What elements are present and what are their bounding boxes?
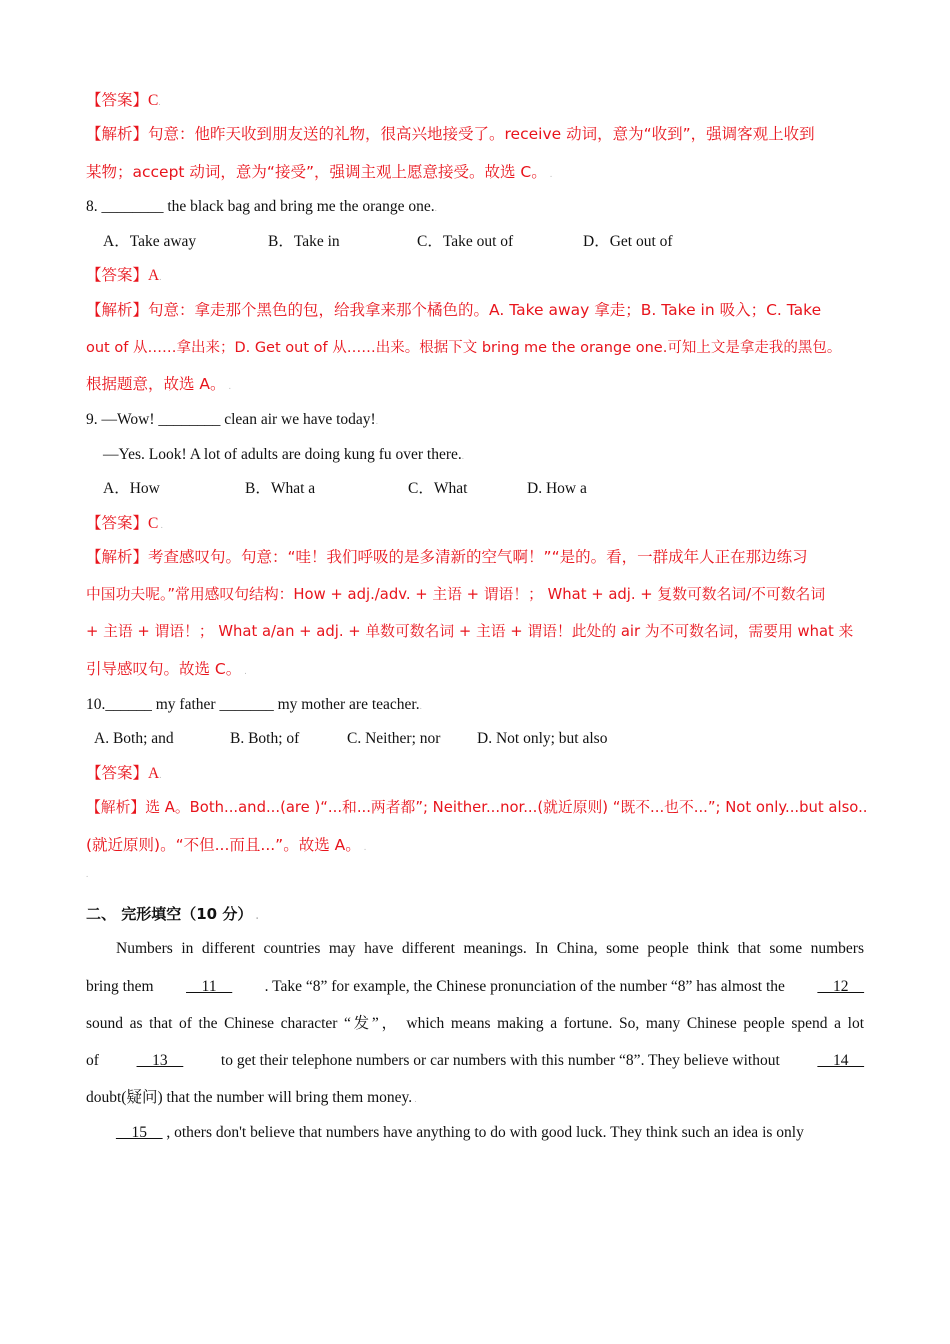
q8-option-b: B．Take in [268,233,340,250]
blank-14[interactable]: __14__ [817,1052,864,1069]
cloze-line-2: bring them __11__ . Take “8” for example, the Chinese pronunciation of the number “8” has almost the __12__ [86,976,864,998]
q8-option-a: A．Take away [103,233,197,250]
section-heading: 二、 完形填空（10 分） . [86,905,259,923]
blank-13[interactable]: __13__ [136,1052,184,1069]
q8-option-c: C．Take out of [417,233,514,250]
q9-answer: 【答案】C . [86,514,163,532]
q10-answer: 【答案】A. [86,764,162,782]
q9-option-d: D. How a [527,480,587,497]
q7-analysis-line-1: 【解析】句意：他昨天收到朋友送的礼物，很高兴地接受了。receive 动词，意为“收到”，强调客观上收到 [86,125,815,143]
q10-option-b: B. Both; of [230,730,300,747]
blank-11[interactable]: __11__ [186,978,233,995]
blank-12[interactable]: __12__ [817,978,864,995]
q9-option-c: C．What [408,480,468,497]
q10-stem: 10.______ my father _______ my mother are teacher.. [86,696,422,713]
cloze-line-1: Numbers in different countries may have different meanings. In China, some people think that some numbers [116,940,864,957]
q9-analysis-line-4: 引导感叹句。故选 C。 . [86,660,247,678]
q8-option-d: D．Get out of [583,233,673,250]
blank-15[interactable]: __15__ [116,1124,163,1141]
q9-analysis-line-1: 【解析】考查感叹句。句意：“哇！我们呼吸的是多清新的空气啊！”“是的。看，一群成年人正在那边练习 [86,548,808,566]
cloze-line-5: doubt(疑问) that the number will bring them money. . [86,1089,417,1106]
q9-analysis-line-3: + 主语 + 谓语！； What a/an + adj. + 单数可数名词 + 主语 + 谓语！此处的 air 为不可数名词，需要用 what 来 [86,623,854,640]
q8-answer: 【答案】A. [86,266,162,284]
q10-analysis-line-2: (就近原则)。“不但...而且...”。故选 A。 . [86,836,367,854]
q8-analysis-line-1: 【解析】句意：拿走那个黑色的包，给我拿来那个橘色的。A. Take away 拿走；B. Take in 吸入；C. Take [86,301,822,319]
cloze-line-3: sound as that of the Chinese character “发”， which means making a fortune. So, many Chinese people spend a lot [86,1015,864,1032]
q10-option-a: A. Both; and [94,730,174,747]
q10-analysis-line-1: 【解析】选 A。Both...and...(are )“...和...两者都”; Neither...nor...(就近原则) “既不...也不...”; Not only...but also.. [86,799,868,816]
paragraph-mark: . [86,869,89,879]
q9-option-b: B．What a [245,480,316,497]
q7-analysis-line-2: 某物；accept 动词，意为“接受”，强调主观上愿意接受。故选 C。 . [86,163,553,181]
q9-option-a: A．How [103,480,160,497]
q8-analysis-line-3: 根据题意，故选 A。 . [86,375,232,393]
cloze-line-6: __15__ , others don't believe that numbers have anything to do with good luck. They think such an idea is only [116,1124,804,1141]
cloze-line-4: of __13__ to get their telephone numbers or car numbers with this number “8”. They believe without __14__ [86,1050,864,1072]
q10-option-c: C. Neither; nor [347,730,441,747]
q8-analysis-line-2: out of 从……拿出来；D. Get out of 从……出来。根据下文 bring me the orange one.可知上文是拿走我的黑包。 [86,340,842,356]
q9-analysis-line-2: 中国功夫呢。”常用感叹句结构：How + adj./adv. + 主语 + 谓语！； What + adj. + 复数可数名词/不可数名词 [86,586,826,603]
q9-stem: 9. —Wow! ________ clean air we have today!. [86,411,378,428]
q8-stem: 8. ________ the black bag and bring me the orange one.. [86,198,437,215]
q10-option-d: D. Not only; but also [477,730,608,747]
q7-answer: 【答案】C. [86,91,161,109]
q9-reply: —Yes. Look! A lot of adults are doing kung fu over there.. [103,446,464,463]
